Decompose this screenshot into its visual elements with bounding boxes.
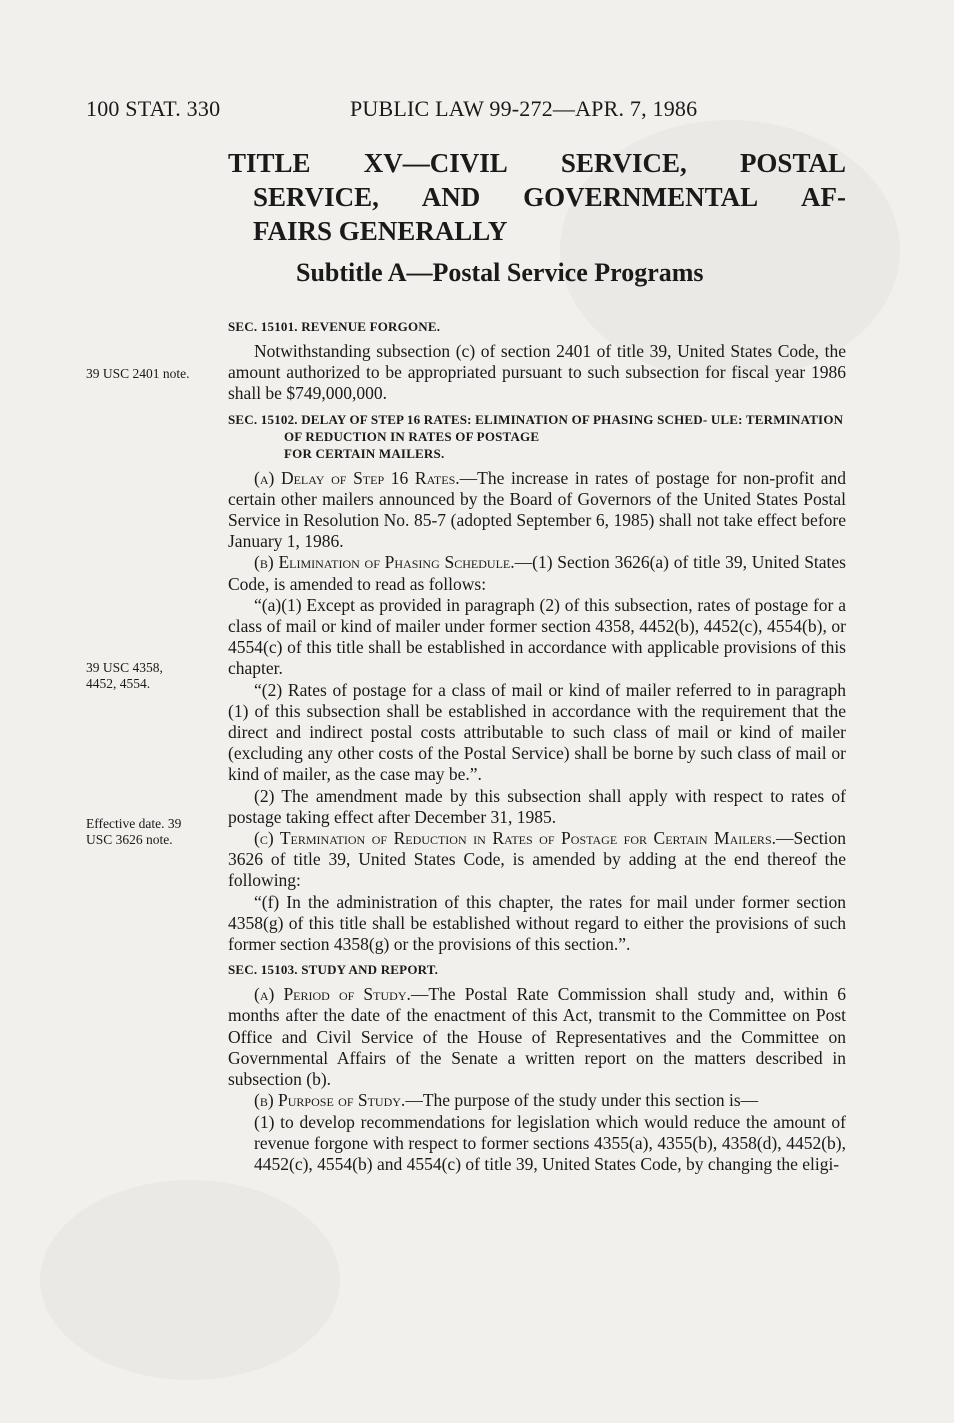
title-word: TITLE (228, 148, 311, 178)
heading-line: SEC. 15102. DELAY OF STEP 16 RATES: ELIMINATION OF PHASING SCHED- (228, 411, 708, 427)
section-15103-b-1: (1) to develop recommendations for legislation which would reduce the amount of revenue forgone with respect to former sections 4355(a), 4355(b), 4358(d), 4452(b), 4452(c), 4554(b) and 4554(c) of title 39, United States Code, by changing the eligi- (254, 1111, 846, 1174)
title-line-2 (228, 180, 846, 214)
title-line-1 (228, 146, 846, 180)
section-15102-b-quote-1: “(a)(1) Except as provided in paragraph (2) of this subsection, rates of postage for a class of mail or kind of mailer under former section 4358, 4452(b), 4452(c), 4554(b), or 4554(c) of this title shall be established in accordance with applicable provisions of this chapter. (228, 594, 846, 679)
title-word: AF- (800, 182, 846, 212)
paragraph-text: —The increase in rates of postage for non-profit and certain other mailers announced by the Board of Governors of the United States Postal Service in Resolution No. 85-7 (adopted September 6, 1985) shall not take effect before January 1, 1986. (228, 467, 846, 552)
heading-line: ULE: TERMINATION OF REDUCTION IN RATES OF POSTAGE (284, 411, 844, 444)
paragraph-text: —(1) Section 3626(a) of title 39, United States Code, is amended to read as follows: (228, 552, 846, 594)
law-reference: PUBLIC LAW 99-272—APR. 7, 1986 (350, 96, 698, 121)
section-15101-text: Notwithstanding subsection (c) of section 2401 of title 39, United States Code, the amount authorized to be appropriated pursuant to such subsection for fiscal year 1986 shall be $749,000,000. (228, 341, 846, 404)
section-15102-b-2: (2) The amendment made by this subsection shall apply with respect to rates of postage taking effect after December 31, 1985. (228, 785, 846, 827)
section-15102-heading (228, 411, 846, 462)
margin-note-usc-4358: 39 USC 4358, 4452, 4554. (86, 660, 163, 691)
page-number: 100 STAT. 330 (86, 96, 221, 121)
section-15102-a (228, 468, 846, 553)
title-word: XV—CIVIL (363, 148, 508, 178)
paragraph-text: —The Postal Rate Commission shall study and, within 6 months after the date of the enactment of this Act, transmit to the Committee on Post Office and Civil Service of the House of Representatives and the Committee on Governmental Affairs of the Senate a written report on the matters described in subsection (b). (228, 984, 846, 1090)
document-body (228, 312, 846, 1175)
paragraph-text: —The purpose of the study under this section is— (405, 1090, 759, 1111)
section-15102-c-quote: “(f) In the administration of this chapter, the rates for mail under former section 4358(g) of this title shall be established without regard to either the provisions of such former section 4358(g) or the provisions of this section.”. (228, 891, 846, 955)
section-15102-b (228, 552, 846, 594)
section-15103-heading: SEC. 15103. STUDY AND REPORT. (228, 962, 439, 978)
margin-note-usc-2401: 39 USC 2401 note. (86, 366, 190, 381)
paragraph-label: (a) Period of Study. (254, 984, 411, 1005)
paragraph-label: (a) Delay of Step 16 Rates. (254, 467, 460, 488)
subtitle-heading: Subtitle A—Postal Service Programs (296, 258, 704, 287)
section-15102-c (228, 828, 846, 892)
section-15101-heading: SEC. 15101. REVENUE FORGONE. (228, 319, 441, 334)
title-word: SERVICE, (560, 148, 687, 178)
title-word: SERVICE, (253, 182, 379, 212)
paragraph-text: —Section 3626 of title 39, United States Code, is amended by adding at the end thereof the following: (228, 828, 846, 891)
paragraph-label: (b) Elimination of Phasing Schedule. (254, 552, 515, 573)
title-line-3: FAIRS GENERALLY (253, 216, 508, 246)
section-15102-b-quote-2: “(2) Rates of postage for a class of mail or kind of mailer referred to in paragraph (1) of this subsection shall be established in accordance with the requirement that the direct and indirect postal costs attributable to such class of mail or kind of mailer (excluding any other costs of the Postal Service) shall be borne by such class of mail or kind of mailer, as the case may be.”. (228, 679, 846, 785)
section-15103-a (228, 984, 846, 1090)
title-word: POSTAL (739, 148, 846, 178)
paper-stain (40, 1180, 340, 1380)
paragraph-label: (b) Purpose of Study. (254, 1090, 406, 1111)
margin-note-effective-date: Effective date. 39 USC 3626 note. (86, 816, 182, 847)
section-15103-b (228, 1090, 846, 1111)
title-word: GOVERNMENTAL (523, 182, 759, 212)
title-heading (228, 146, 846, 248)
heading-line: FOR CERTAIN MAILERS. (284, 445, 445, 461)
paragraph-label: (c) Termination of Reduction in Rates of Postage for Certain Mailers. (254, 828, 776, 849)
title-word: AND (421, 182, 481, 212)
